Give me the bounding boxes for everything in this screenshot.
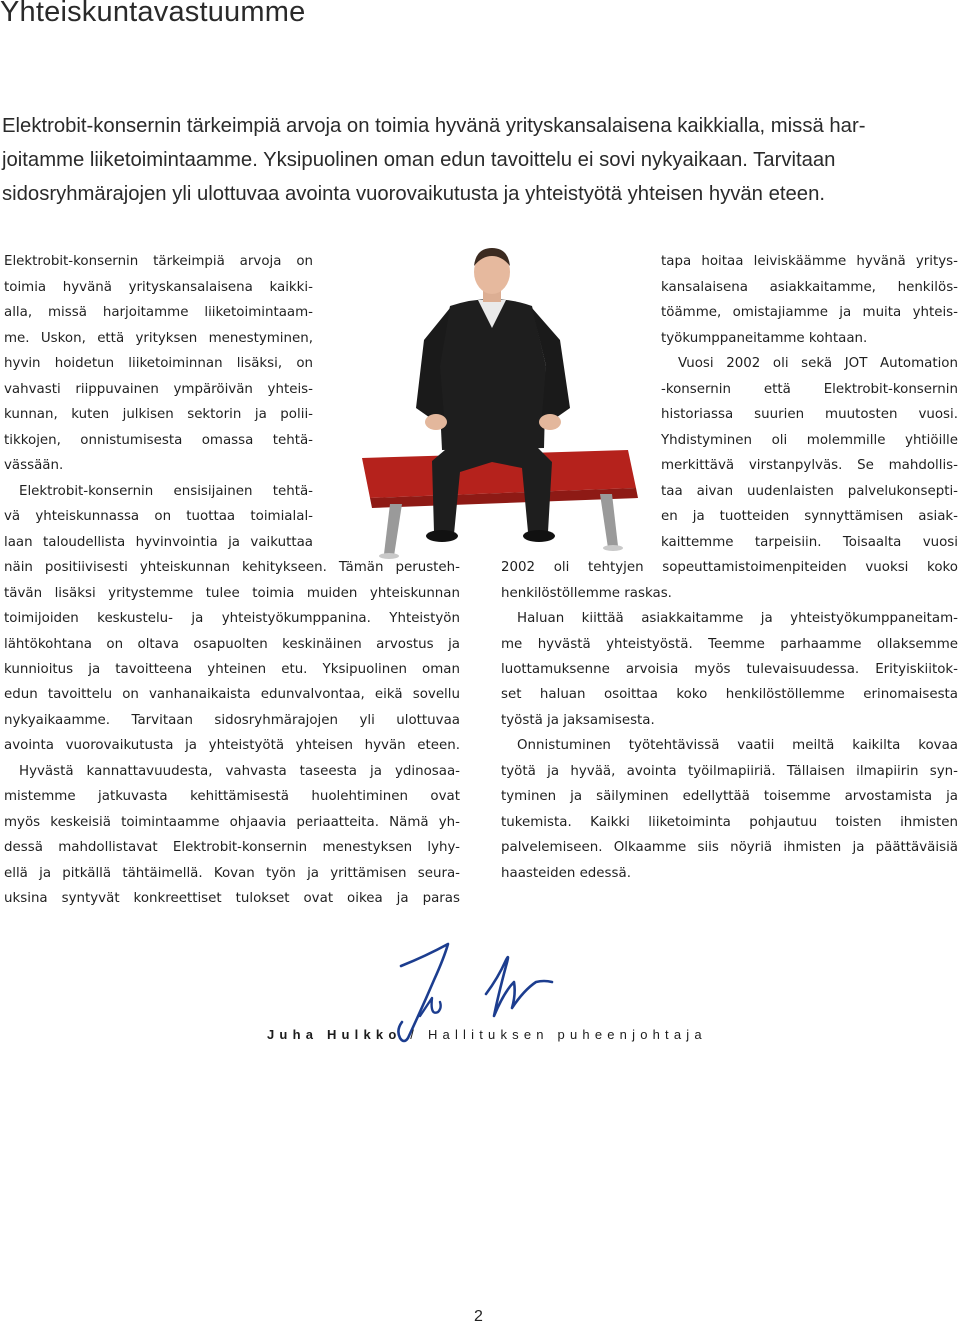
right-line: luottamuksenne arvoisia myös tulevaisuudessa. Erityiskiitok- <box>501 662 958 677</box>
right-line: 2002 oli tehtyjen sopeuttamistoimenpiteiden vuoksi koko <box>501 560 958 575</box>
left-line: vahvasti riippuvainen ympäröivän yhteis- <box>4 382 313 397</box>
left-line: uksina syntyvät konkreettiset tulokset ovat oikea ja paras <box>4 891 460 906</box>
right-line: työkumppaneitamme kohtaan. <box>661 331 868 346</box>
left-line: Elektrobit-konsernin tärkeimpiä arvoja on <box>4 254 313 269</box>
left-line: Hyvästä kannattavuudesta, vahvasta taseesta ja ydinosaa- <box>19 764 460 779</box>
right-line: henkilöstöllemme raskas. <box>501 586 672 601</box>
signer-role: Hallituksen puheenjohtaja <box>427 1027 707 1042</box>
lead-line: sidosryhmärajojen yli ulottuvaa avointa vuorovaikutusta ja yhteistyötä yhteisen hyvän eteen. <box>2 183 825 205</box>
left-line: toimia hyvänä yrityskansalaisena kaikki- <box>4 280 313 295</box>
right-line: tapa hoitaa leiviskäämme hyvänä yritys- <box>661 254 958 269</box>
right-line: historiassa suurien muutosten vuosi. <box>661 407 958 422</box>
right-line: haasteiden edessä. <box>501 866 631 881</box>
left-line: kunnioitus ja tavoitteena yhteinen etu. Yksipuolinen oman <box>4 662 460 677</box>
page-title: Yhteiskuntavastuumme <box>0 0 306 28</box>
signature-caption <box>267 1027 707 1042</box>
right-line: set haluan osoittaa koko henkilöstöllemme erinomaisesta <box>501 687 958 702</box>
right-line: Yhdistyminen oli molemmille yhtiöille <box>661 433 958 448</box>
left-line: me. Uskon, että yrityksen menestyminen, <box>4 331 313 346</box>
right-line: me hyvästä yhteistyöstä. Teemme parhaamme ollaksemme <box>501 637 958 652</box>
right-line: Onnistuminen työtehtävissä vaatii meiltä kaikilta kovaa <box>517 738 958 753</box>
left-line: tikkojen, onnistumisesta omassa tehtä- <box>4 433 313 448</box>
left-line: ellä ja pitkällä tähtäimellä. Kovan työn ja yrittämisen seura- <box>4 866 460 881</box>
left-line: kunnan, kuten julkisen sektorin ja polii- <box>4 407 313 422</box>
right-line: työtä ja hyvää, avointa työilmapiiriä. Tällaisen ilmapiirin syn- <box>501 764 958 779</box>
right-line: tyminen ja säilyminen edellyttää toisemme arvostamista ja <box>501 789 958 804</box>
red-bench-image <box>362 450 638 559</box>
right-line: -konsernin että Elektrobit-konsernin <box>661 382 958 397</box>
left-line: alla, missä harjoitamme liiketoimintaam- <box>4 305 313 320</box>
right-line: työstä ja jaksamisesta. <box>501 713 655 728</box>
left-line: vä yhteiskunnassa on tuottaa toimialal- <box>4 509 313 524</box>
lead-line: joitamme liiketoimintaamme. Yksipuolinen oman edun tavoittelu ei sovi nykyaikaan. Tarvitaan <box>2 149 836 171</box>
portrait-photo <box>332 236 658 566</box>
left-line: avointa vuorovaikutusta ja yhteistyötä yhteisen hyvän eteen. <box>4 738 460 753</box>
right-line: merkittävä virstanpylväs. Se mahdollis- <box>661 458 958 473</box>
left-line: nykyaikaamme. Tarvitaan sidosryhmärajojen yli ulottuvaa <box>4 713 460 728</box>
right-line: palvelemiseen. Olkaamme siis nöyriä ihmisten ja päättäväisiä <box>501 840 958 855</box>
left-line: tävän lisäksi yritystemme tulee toimia muiden yhteiskunnan <box>4 586 460 601</box>
left-line: laan taloudellista hyvinvointia ja vaikuttaa <box>4 535 313 550</box>
left-line: toimijoiden keskustelu- ja yhteistyökumppanina. Yhteistyön <box>4 611 460 626</box>
left-line: lähtökohtana on oltava osapuolten keskinäinen arvostus ja <box>4 637 460 652</box>
right-line: kaittemme tarpeisiin. Toisaalta vuosi <box>661 535 958 550</box>
right-line: en ja tuotteiden synnyttämisen asiak- <box>661 509 958 524</box>
right-line: Haluan kiittää asiakkaitamme ja yhteistyökumppaneitam- <box>517 611 958 626</box>
left-line: näin positiivisesti yhteiskunnan kehitykseen. Tämän perusteh- <box>4 560 460 575</box>
left-line: mistemme jatkuvasta kehittämisestä huolehtiminen ovat <box>4 789 460 804</box>
signature-separator: / <box>401 1027 428 1042</box>
right-line: tukemista. Kaikki liiketoiminta pohjautuu toisten ihmisten <box>501 815 958 830</box>
lead-line: Elektrobit-konsernin tärkeimpiä arvoja on toimia hyvänä yrityskansalaisena kaikkialla, missä har- <box>2 115 866 137</box>
right-line: töämme, omistajiamme ja muita yhteis- <box>661 305 958 320</box>
left-line: hyvin hoidetun liiketoiminnan lisäksi, on <box>4 356 313 371</box>
right-line: taa aivan uudenlaisten palvelukonsepti- <box>661 484 958 499</box>
left-line: vässään. <box>4 458 64 473</box>
left-line: myös keskeisiä toimintaamme ohjaavia periaatteita. Nämä yh- <box>4 815 460 830</box>
signer-name: Juha Hulkko <box>267 1027 402 1042</box>
left-line: edun tavoittelu on vanhanaikaista edunvalvontaa, eikä sovellu <box>4 687 460 702</box>
right-line: kansalaisena asiakkaitamme, henkilös- <box>661 280 958 295</box>
lead-paragraph <box>2 109 960 211</box>
left-line: dessä mahdollistavat Elektrobit-konsernin menestyksen lyhy- <box>4 840 460 855</box>
page-number: 2 <box>474 1308 483 1325</box>
left-line: Elektrobit-konsernin ensisijainen tehtä- <box>19 484 313 499</box>
right-line: Vuosi 2002 oli sekä JOT Automation <box>678 356 958 371</box>
